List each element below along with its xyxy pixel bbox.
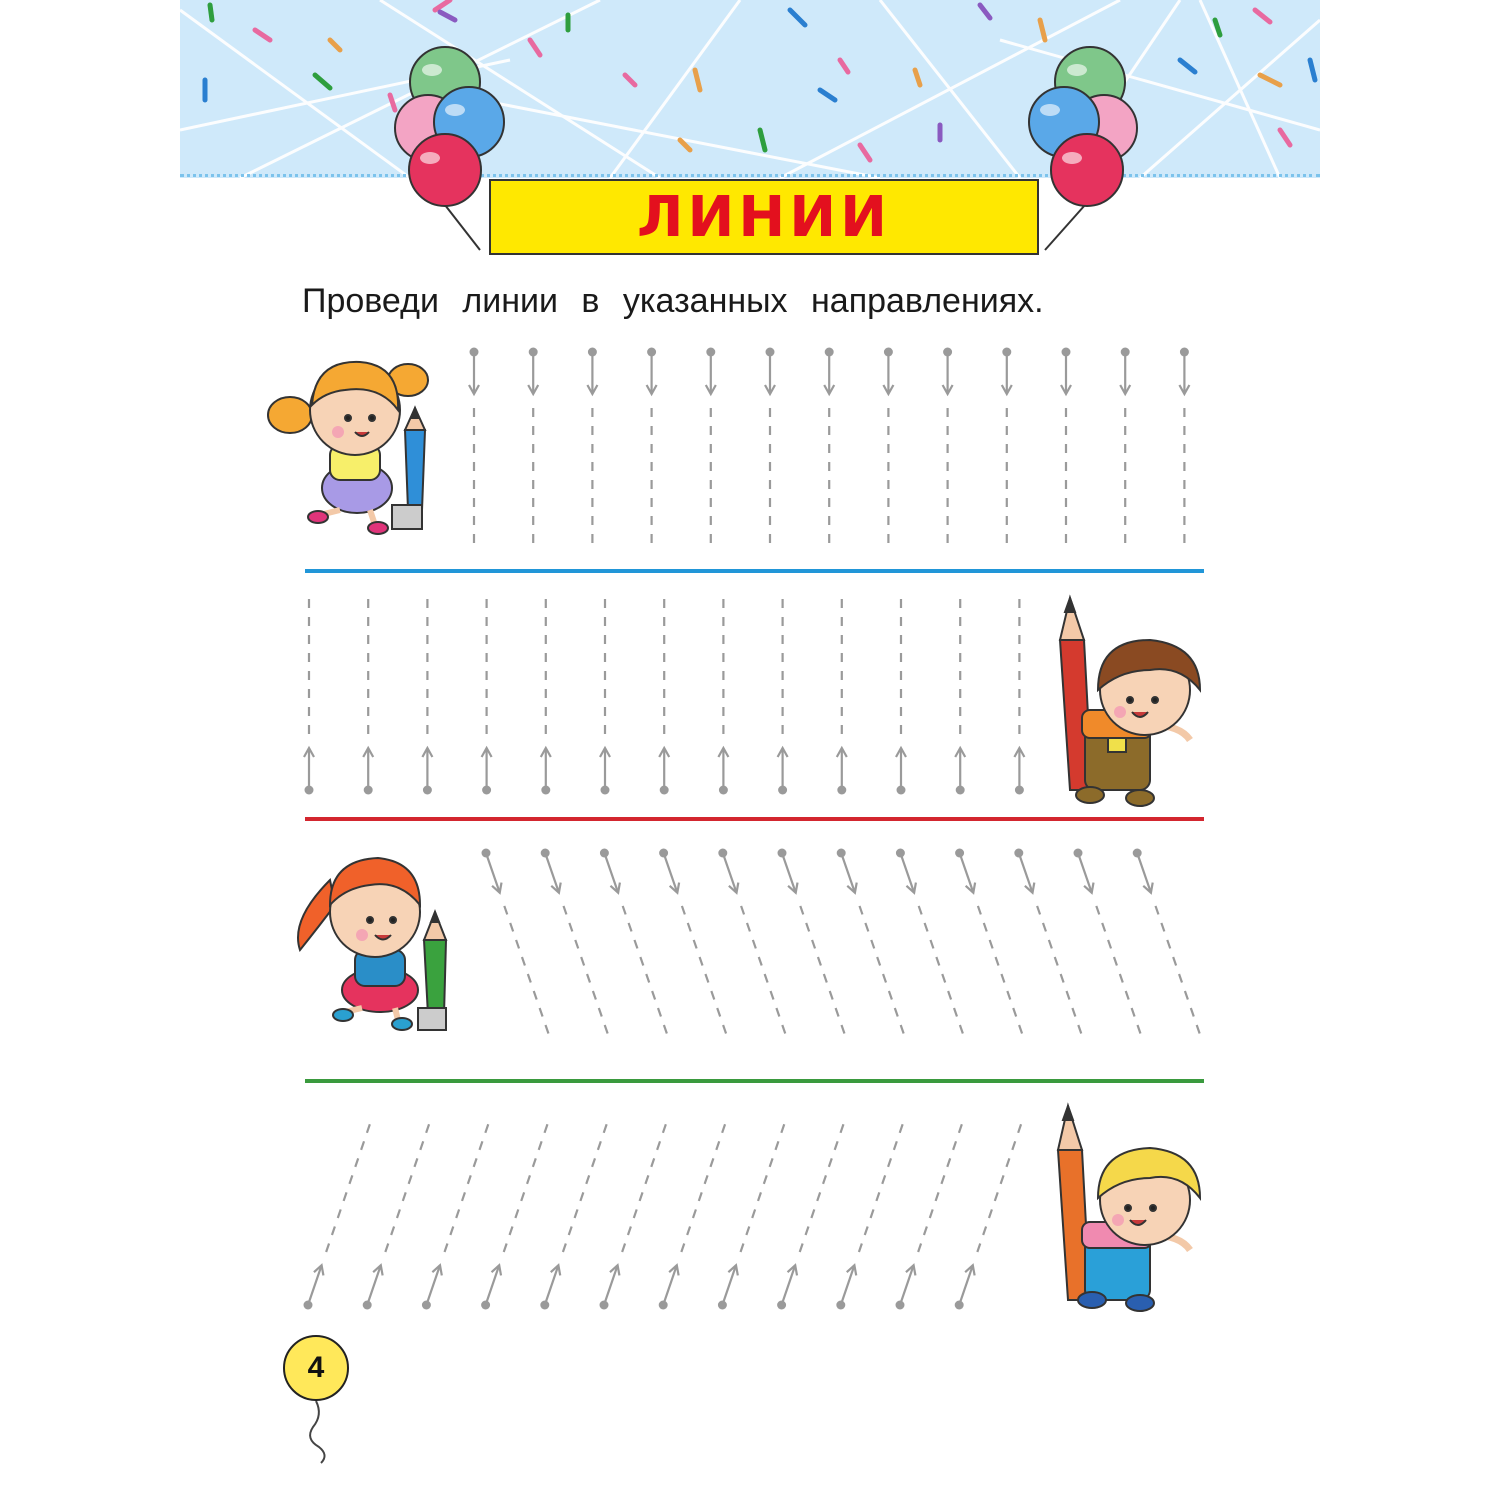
tracing-guide [1002,348,1012,546]
dashed-path [741,1118,787,1252]
dashed-path [564,906,610,1038]
dashed-path [504,1118,550,1252]
tracing-guide [1179,348,1189,546]
tracing-guide [1120,348,1130,546]
tracing-guide [482,598,492,795]
tracing-guide [422,1118,491,1310]
dashed-path [741,906,787,1038]
tracing-guide [540,1118,609,1310]
dashed-path [919,906,965,1038]
tracing-guide [482,849,551,1039]
tracing-guide [481,1118,549,1310]
yellow-balloon-icon [283,1335,353,1465]
tracing-guide [706,348,716,546]
instruction-text: Проведи линии в указанных направлениях. [302,282,1044,320]
tracing-guide [718,1118,787,1310]
tracing-guide [541,598,551,795]
tracing-guide [1061,348,1071,546]
tracing-guide [659,598,669,795]
tracing-guide [955,1118,1024,1310]
dashed-path [800,1118,846,1252]
tracing-guide [778,598,788,795]
tracing-guide [541,849,610,1039]
dashed-path [681,1118,727,1252]
tracing-guide [943,348,953,546]
tracing-guide [896,598,906,795]
tracing-guide [955,598,965,795]
tracing-guide [1014,849,1083,1039]
dashed-path [385,1118,431,1252]
page-title: ЛИНИИ [637,184,891,250]
tracing-guide [647,348,657,546]
tracing-guide [778,849,847,1039]
tracing-guide [883,348,893,546]
tracing-guide [837,849,906,1039]
dashed-path [978,906,1024,1038]
tracing-guide [363,598,373,795]
tracing-guide [422,598,432,795]
tracing-guide [1074,849,1143,1039]
tracing-guide [528,348,538,546]
tracing-guide [469,348,479,546]
dashed-path [859,1118,905,1252]
tracing-guide [896,849,965,1039]
dashed-path [860,906,906,1038]
dashed-path [682,906,728,1038]
tracing-guide [304,598,314,795]
tracing-guide [304,1118,373,1310]
tracing-guide [824,348,834,546]
tracing-guide [600,598,610,795]
tracing-guide [836,1118,905,1310]
dashed-path [623,906,669,1038]
tracing-guide [765,348,775,546]
tracing-guide [1014,598,1024,795]
tracing-guide [659,849,728,1039]
tracing-guide [600,849,669,1039]
dashed-path [445,1118,491,1252]
tracing-guide [718,849,787,1039]
dashed-path [563,1118,609,1252]
tracing-guide [837,598,847,795]
tracing-guide [1133,849,1202,1039]
tracing-guide [718,598,728,795]
tracing-guide [896,1118,965,1310]
dashed-path [918,1118,964,1252]
dashed-path [1096,906,1142,1038]
tracing-guide [777,1118,846,1310]
page-number: 4 [283,1335,349,1401]
dashed-path [326,1118,372,1252]
dashed-path [800,906,846,1038]
tracing-guide [587,348,597,546]
tracing-guide [955,849,1024,1039]
dashed-path [504,906,550,1038]
dashed-path [977,1118,1023,1252]
dashed-path [622,1118,668,1252]
tracing-guide [600,1118,669,1310]
dashed-path [1156,906,1202,1038]
dashed-path [1037,906,1083,1038]
tracing-guide [363,1118,432,1310]
tracing-guide [659,1118,728,1310]
